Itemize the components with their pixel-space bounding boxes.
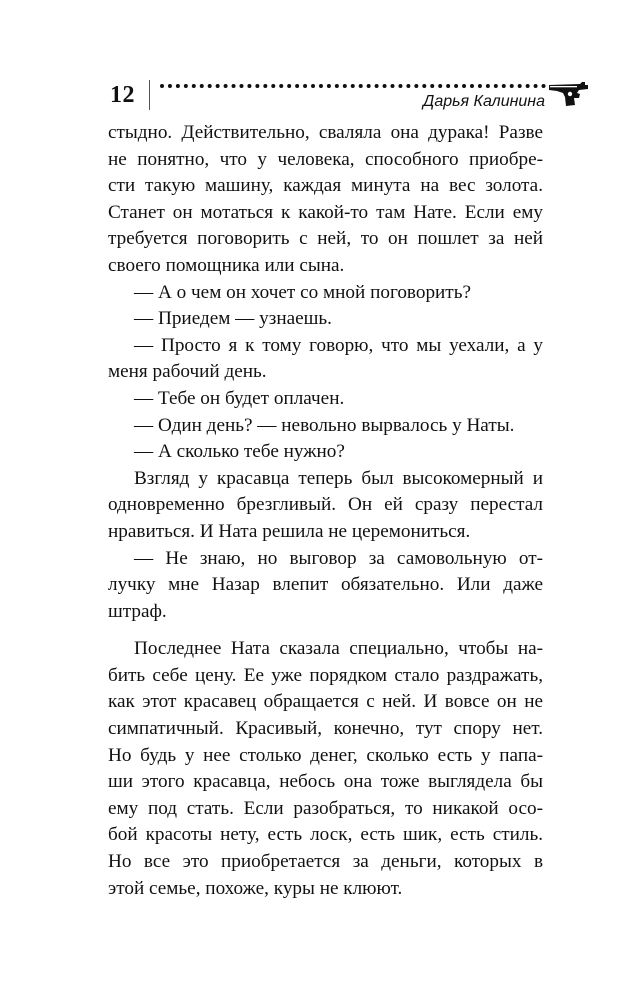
text-line: — Тебе он будет оплачен.	[134, 387, 345, 409]
text-line: — Приедем — узнаешь.	[134, 308, 332, 330]
text-line: Но будь у нее столько денег, сколько есть у папа-	[108, 744, 543, 766]
text-line: — Не знаю, но выговор за самовольную от-	[134, 547, 543, 569]
text-line: стыдно. Действительно, сваляла она дурака! Разве	[108, 122, 543, 143]
text-line: бить себе цену. Ее уже порядком стало раздражать,	[108, 664, 543, 686]
dialogue-line	[108, 386, 543, 413]
dialogue-line	[108, 280, 543, 307]
text-line: меня рабочий день.	[108, 361, 267, 383]
text-line: Взгляд у красавца теперь был высокомерный и	[134, 467, 543, 489]
text-line: — А о чем он хочет со мной поговорить?	[134, 281, 471, 303]
dialogue-line	[108, 439, 543, 466]
page-number: 12	[110, 82, 135, 108]
text-line: Но все это приобретается за деньги, которых в	[108, 851, 543, 873]
text-line: — Просто я к тому говорю, что мы уехали, а у	[134, 334, 543, 356]
running-head-author: Дарья Калинина	[423, 93, 545, 110]
text-line: — Один день? — невольно вырвалось у Наты.	[134, 414, 515, 436]
text-line: Последнее Ната сказала специально, чтобы на-	[134, 638, 543, 660]
dialogue-line	[108, 546, 543, 626]
text-line: — А сколько тебе нужно?	[134, 441, 345, 463]
paragraph	[108, 636, 543, 902]
paragraph	[108, 120, 543, 280]
header-divider	[149, 80, 150, 110]
dialogue-line	[108, 333, 543, 386]
text-line: сти такую машину, каждая минута на вес золота.	[108, 175, 543, 197]
text-line: как этот красавец обращается с ней. И вовсе он не	[108, 691, 543, 713]
text-line: лучку мне Назар влепит обязательно. Или даже	[108, 574, 543, 596]
body-text	[108, 120, 543, 902]
dialogue-line	[108, 306, 543, 333]
revolver-icon	[547, 79, 591, 107]
header-dotted-rule	[160, 84, 546, 88]
paragraph-gap	[108, 625, 543, 636]
text-line: этой семье, похоже, куры не клюют.	[108, 877, 403, 899]
text-line: Станет он мотаться к какой-то там Нате. Если ему	[108, 201, 543, 223]
text-line: ему под стать. Если разобраться, то никакой осо-	[108, 797, 543, 819]
text-line: ши этого красавца, небось она тоже выглядела бы	[108, 771, 543, 793]
text-line: нравиться. И Ната решила не церемониться.	[108, 520, 471, 542]
text-line: одновременно брезгливый. Он ей сразу перестал	[108, 494, 543, 516]
text-line: симпатичный. Красивый, конечно, тут спору нет.	[108, 718, 543, 740]
text-line: штраф.	[108, 600, 167, 622]
dialogue-line	[108, 413, 543, 440]
paragraph	[108, 466, 543, 546]
text-line: своего помощника или сына.	[108, 254, 345, 276]
text-line: не понятно, что у человека, способного приобре-	[108, 148, 543, 170]
text-line: бой красоты нету, есть лоск, есть шик, есть стиль.	[108, 824, 543, 846]
text-line: требуется поговорить с ней, то он пошлет за ней	[108, 228, 543, 250]
